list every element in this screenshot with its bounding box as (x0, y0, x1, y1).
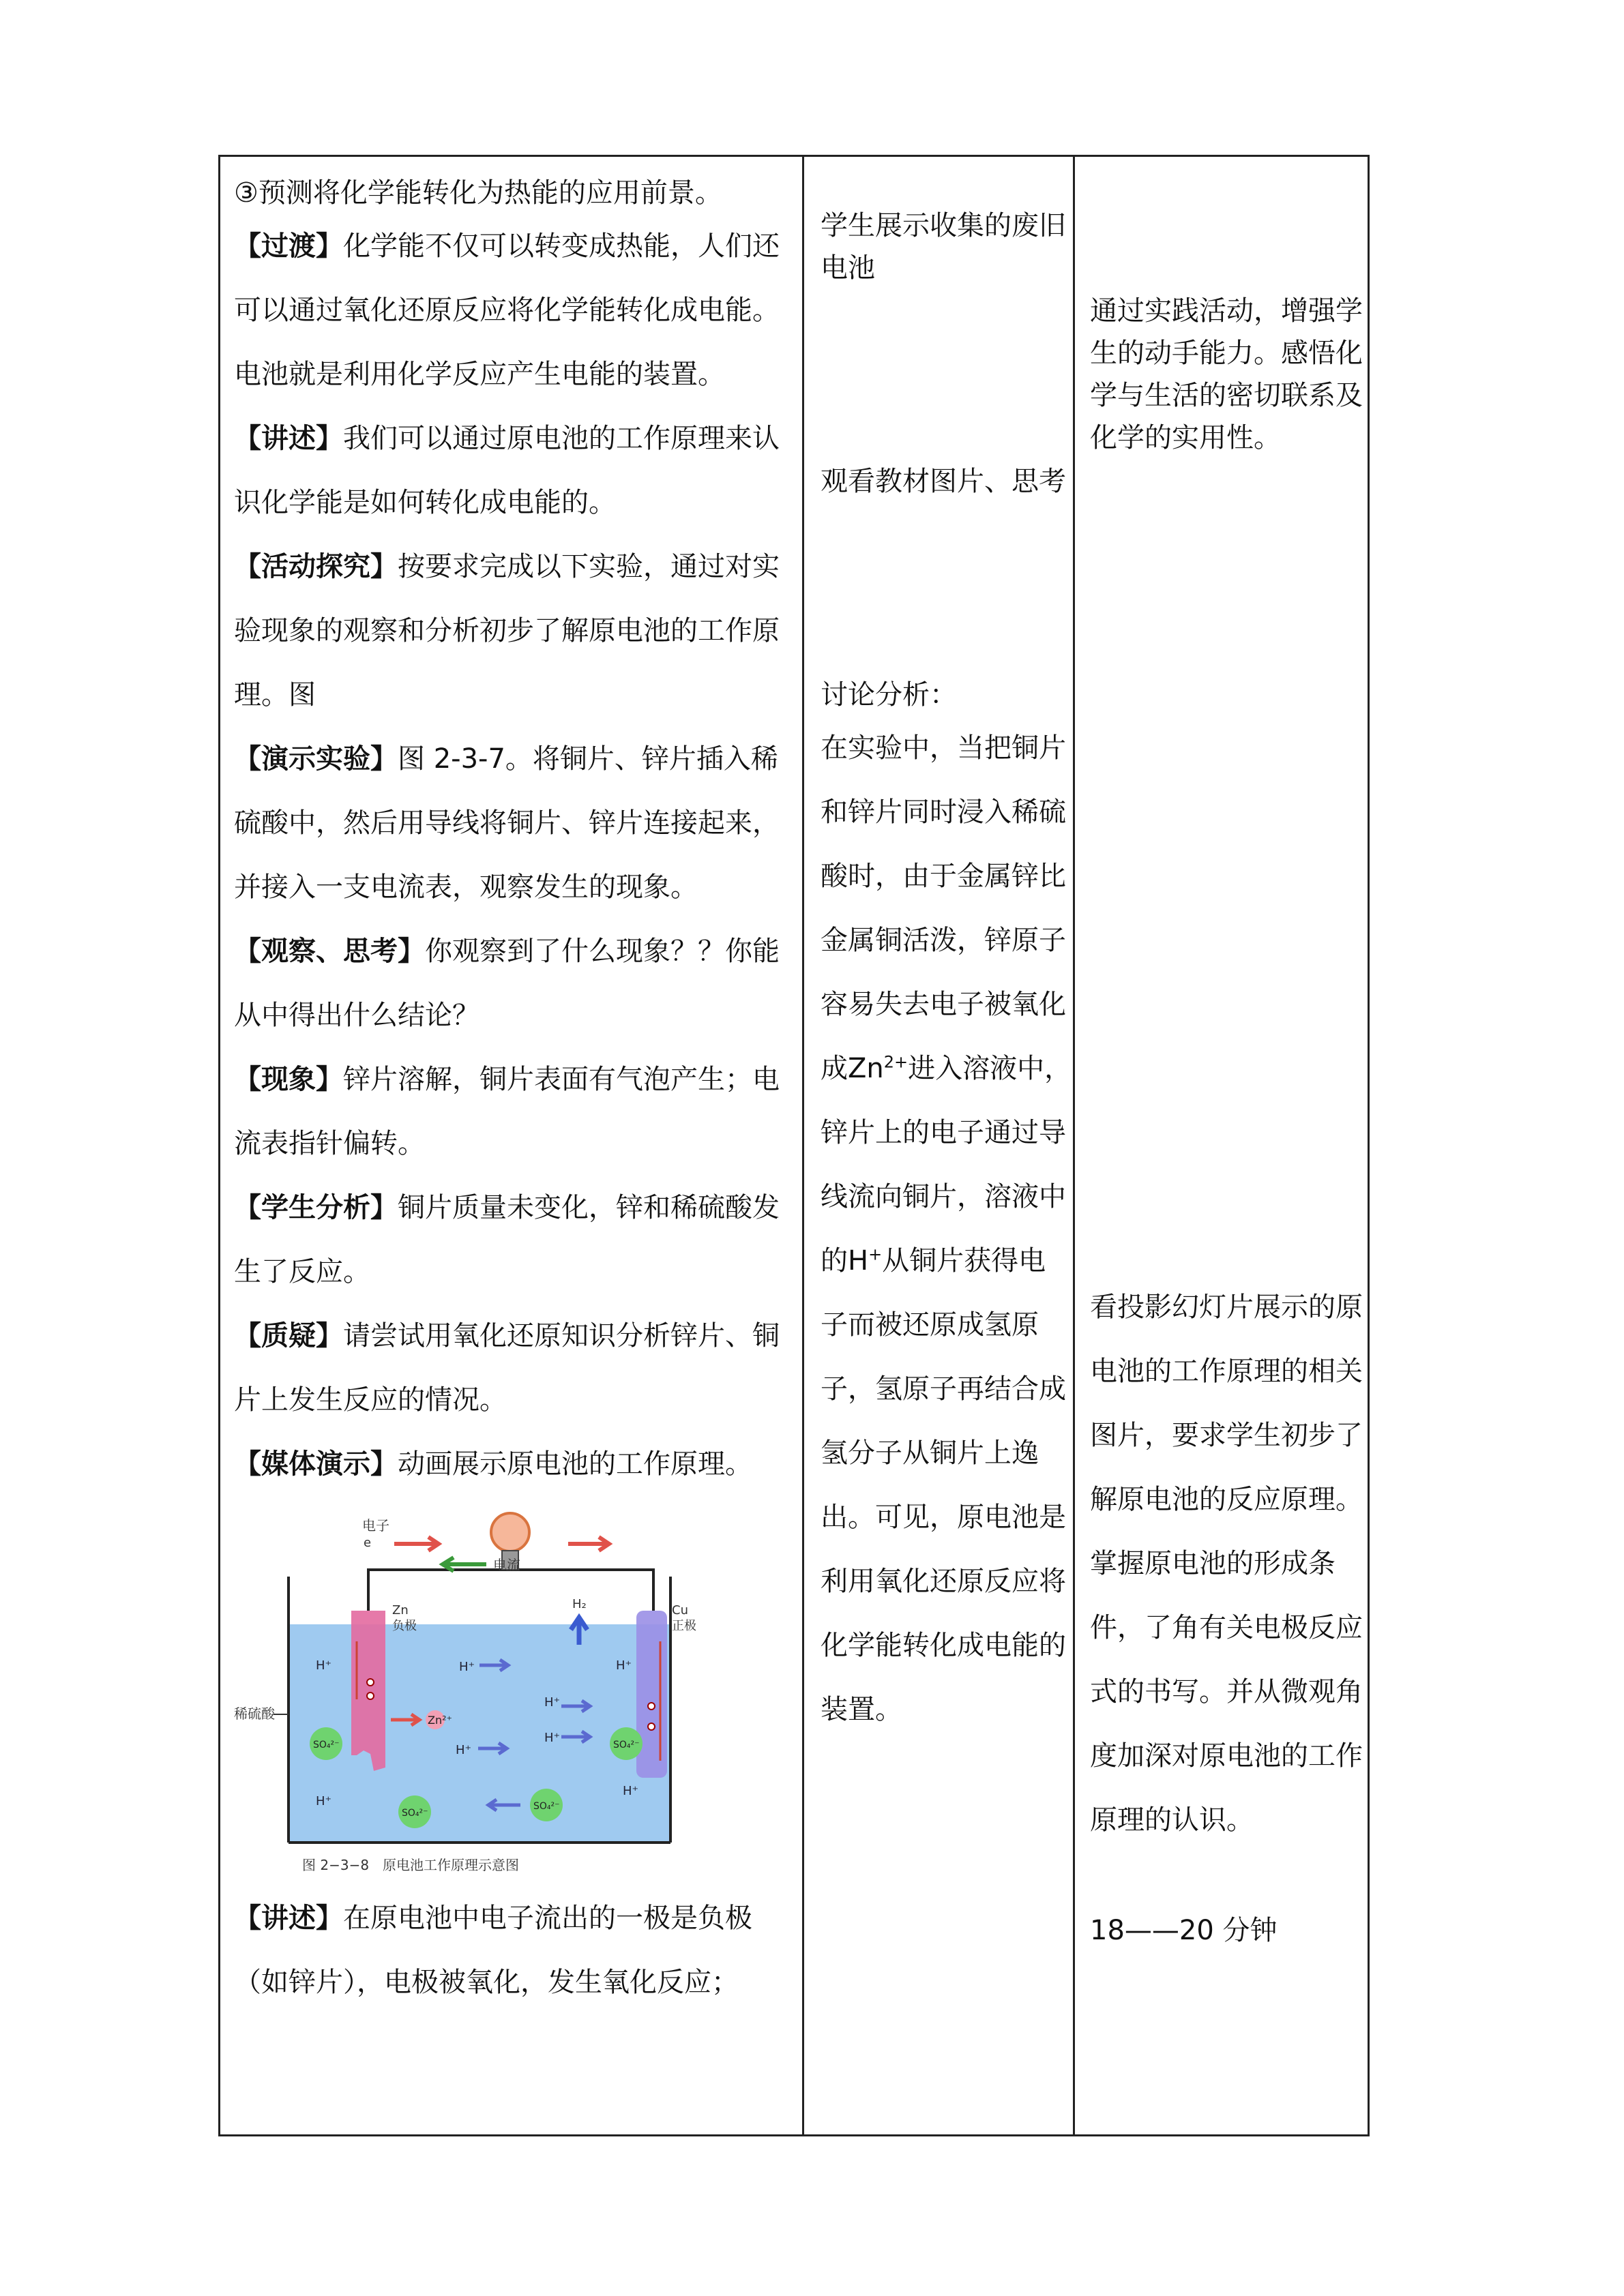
paragraph-text: ③预测将化学能转化为热能的应用前景。 (234, 177, 722, 209)
paragraph (234, 214, 800, 406)
column-divider (802, 157, 804, 2134)
paragraph-label: 【讲述】 (234, 1903, 343, 1934)
hydrogen-charge: + (868, 1244, 883, 1264)
discussion-text-part: 进入溶液中，锌片上的电子通过导线流向铜片，溶液中的 (821, 1053, 1072, 1277)
paragraph-label: 【讲述】 (234, 423, 343, 454)
paragraph-label: 【过渡】 (234, 230, 343, 262)
lesson-table (218, 155, 1370, 2136)
wire (368, 1570, 653, 1611)
sulfate-ion-label: SO₄²⁻ (313, 1740, 340, 1750)
sulfate-ion-label: SO₄²⁻ (613, 1740, 640, 1750)
time-allocation: 18——20 分钟 (1090, 1915, 1278, 1946)
diagram-caption: 图 2−3−8 原电池工作原理示意图 (302, 1857, 520, 1873)
paragraph-text: 你观察到了什么现象？？你能从中得出什么结论？ (234, 936, 780, 1031)
paragraph-text: 图 2-3-7。将铜片、锌片插入稀硫酸中，然后用导线将铜片、锌片连接起来，并接入一支电流表，观察发生的现象。 (234, 743, 780, 903)
column-divider (1073, 157, 1075, 2134)
paragraph-label: 【学生分析】 (234, 1192, 398, 1223)
acid-label: 稀硫酸 (234, 1705, 275, 1722)
paragraph-text: 化学能不仅可以转变成热能，人们还可以通过氧化还原反应将化学能转化成电能。电池就是利用化学反应产生电能的装置。 (234, 230, 780, 390)
discussion-text-part: 在实验中，当把铜片和锌片同时浸入稀硫酸时，由于金属锌比金属铜活泼，锌原子容易失去电子被氧化成 (821, 732, 1066, 1084)
positive-electrode-label: 正极 (672, 1619, 696, 1633)
design-intent-column (1090, 157, 1363, 2134)
paragraph-text: 在原电池中电子流出的一极是负极（如锌片），电极被氧化，发生氧化反应； (234, 1903, 752, 1998)
paragraph-label: 【现象】 (234, 1064, 343, 1095)
hydrogen-ion: H⁺ (544, 1695, 561, 1710)
zinc-charge: 2+ (883, 1052, 909, 1072)
zinc-label: Zn (392, 1603, 409, 1617)
negative-electrode-label: 负极 (392, 1619, 417, 1633)
galvanic-cell-diagram (234, 1502, 698, 1883)
student-activity-1: 学生展示收集的废旧电池 (821, 210, 1066, 284)
hydrogen-ion: H⁺ (459, 1660, 475, 1674)
zinc-symbol: Zn (848, 1053, 884, 1084)
electron-dot (367, 1693, 374, 1699)
paragraph (234, 1886, 800, 2014)
teacher-activity-column (234, 157, 800, 2134)
hydrogen-ion: H⁺ (316, 1658, 332, 1673)
paragraph-text: 按要求完成以下实验，通过对实验现象的观察和分析初步了解原电池的工作原理。图 (234, 551, 780, 711)
paragraph-label: 【媒体演示】 (234, 1448, 398, 1480)
electron-arrow-icon (394, 1537, 439, 1551)
paragraph (234, 1304, 800, 1432)
paragraph-label: 【活动探究】 (234, 551, 398, 582)
hydrogen-symbol: H (848, 1245, 869, 1277)
electron-dot (648, 1703, 655, 1710)
discussion-text-part: 从铜片获得电子而被还原成氢原子，氢原子再结合成氢分子从铜片上逸出。可见，原电池是利用氧化还原反应将化学能转化成电能的装置。 (821, 1245, 1066, 1725)
electrolyte-solution (289, 1624, 670, 1843)
paragraph (234, 1176, 800, 1304)
paragraph-text: 锌片溶解，铜片表面有气泡产生；电流表指针偏转。 (234, 1064, 780, 1159)
design-intent-1: 通过实践活动，增强学生的动手能力。感悟化学与生活的密切联系及化学的实用性。 (1090, 295, 1363, 453)
paragraph-text: 请尝试用氧化还原知识分析锌片、铜片上发生反应的情况。 (234, 1320, 780, 1416)
bulb-icon (491, 1513, 529, 1551)
electron-dot (648, 1723, 655, 1730)
electron-label: 电子 (362, 1517, 389, 1534)
copper-label: Cu (672, 1603, 688, 1617)
hydrogen-ion: H⁺ (616, 1658, 632, 1673)
discussion-heading: 讨论分析： (821, 679, 957, 711)
hydrogen-ion: H⁺ (316, 1794, 332, 1808)
paragraph (234, 1047, 800, 1176)
student-activity-column (821, 157, 1073, 2134)
paragraph (234, 406, 800, 535)
electron-dot (367, 1679, 374, 1686)
hydrogen-gas-label: H₂ (572, 1597, 587, 1611)
paragraph (234, 1432, 800, 1496)
student-activity-2: 观看教材图片、思考 (821, 466, 1066, 497)
paragraph-text: 我们可以通过原电池的工作原理来认识化学能是如何转化成电能的。 (234, 423, 780, 518)
paragraph-label: 【演示实验】 (234, 743, 398, 775)
copper-electrode (636, 1611, 667, 1778)
paragraph (234, 727, 800, 919)
paragraph (234, 919, 800, 1047)
paragraph (234, 535, 800, 727)
sulfate-ion-label: SO₄²⁻ (533, 1801, 560, 1812)
paragraph-label: 【观察、思考】 (234, 936, 425, 967)
design-intent-2: 看投影幻灯片展示的原电池的工作原理的相关图片，要求学生初步了解原电池的反应原理。掌握原电池的形成条件，了角有关电极反应式的书写。并从微观角度加深对原电池的工作原理的认识。 (1090, 1292, 1363, 1836)
paragraph-text: 动画展示原电池的工作原理。 (398, 1448, 752, 1480)
paragraph-text: 铜片质量未变化，锌和稀硫酸发生了反应。 (234, 1192, 780, 1287)
electron-arrow-icon (568, 1537, 609, 1551)
discussion-text (821, 716, 1073, 1742)
paragraph (234, 172, 800, 214)
electron-symbol: e (364, 1536, 372, 1550)
sulfate-ion-label: SO₄²⁻ (402, 1808, 428, 1819)
paragraph-label: 【质疑】 (234, 1320, 343, 1352)
hydrogen-ion: H⁺ (456, 1743, 472, 1757)
hydrogen-ion: H⁺ (623, 1784, 639, 1798)
current-label: 电流 (493, 1557, 520, 1573)
zinc-ion-label: Zn²⁺ (428, 1714, 452, 1727)
hydrogen-ion: H⁺ (544, 1731, 561, 1745)
discussion-block (821, 674, 1073, 1742)
